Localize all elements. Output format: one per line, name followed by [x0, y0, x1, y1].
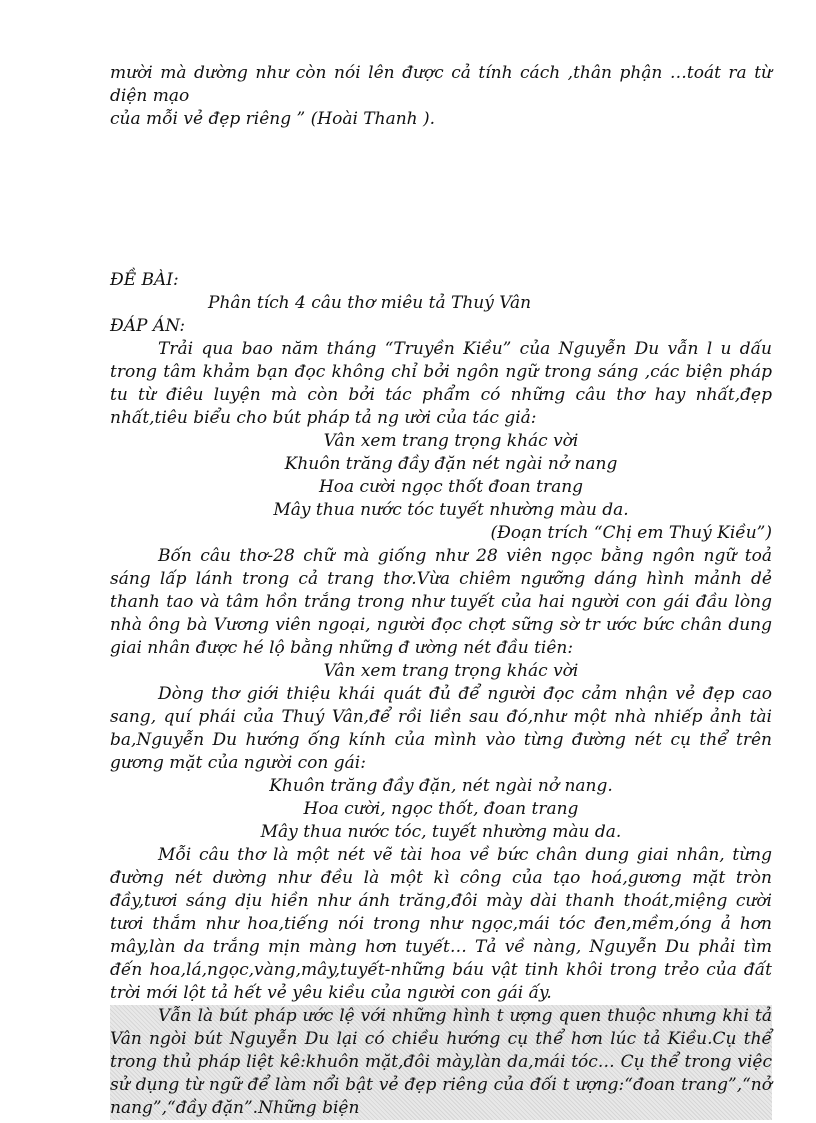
poem-line-1: Vân xem trang trọng khác vời [323, 431, 579, 451]
poem-line-2: Khuôn trăng đầy đặn nét ngài nở nang [284, 454, 618, 474]
poem-line-3: Hoa cười ngọc thốt đoan trang [318, 477, 584, 497]
document-page [110, 62, 772, 1120]
paragraph-3: Dòng thơ giới thiệu khái quát đủ để người đọc cảm nhận vẻ đẹp cao sang, quí phái của Thuý Vân,để rồi liền sau đó,như một nhà nhiếp ảnh tài ba,Nguyễn Du hướng ống kính của mình vào từng đường nét cụ thể trên gương mặt của người con gái: [110, 684, 772, 773]
intro-line-2: của mỗi vẻ đẹp riêng ” (Hoài Thanh ). [110, 109, 436, 129]
intro-line-1: mười mà dường như còn nói lên được cả tính cách ,thân phận …toát ra từ diện mạo [110, 63, 772, 106]
paragraph-2: Bốn câu thơ-28 chữ mà giống như 28 viên ngọc bằng ngôn ngữ toả sáng lấp lánh trong cả trang thơ.Vừa chiêm ngưỡng dáng hình mảnh dẻ thanh tao và tâm hồn trắng trong như tuyết của hai người con gái đầu lòng nhà ông bà Vương viên ngoại, người đọc chợt sững sờ tr ước bức chân dung giai nhân được hé lộ bằng những đ ường nét đầu tiên: [110, 546, 772, 658]
poem2-line-3: Mây thua nước tóc, tuyết nhường màu da. [260, 822, 622, 842]
paragraph-4: Mỗi câu thơ là một nét vẽ tài hoa về bức chân dung giai nhân, từng đường nét dường như đều là một kì công của tạo hoá,gương mặt tròn đầy,tươi sáng dịu hiền như ánh trăng,đôi mày dài thanh thoát,miệng cười tươi thắm như hoa,tiếng nói trong như ngọc,mái tóc đen,mềm,óng ả hơn mây,làn da trắng mịn màng hơn tuyết… Tả về nàng, Nguyễn Du phải tìm đến hoa,lá,ngọc,vàng,mây,tuyết-những báu vật tinh khôi trong trẻo của đất trời mới lột tả hết vẻ yêu kiều của người con gái ấy. [110, 845, 772, 1003]
poem-line-4: Mây thua nước tóc tuyết nhường màu da. [273, 500, 629, 520]
quote-line: Vân xem trang trọng khác vời [323, 661, 579, 681]
poem-citation: (Đoạn trích “Chị em Thuý Kiều”) [490, 523, 772, 543]
de-bai-label: ĐỀ BÀI: [110, 270, 179, 290]
paragraph-1: Trải qua bao năm tháng “Truyền Kiều” của Nguyễn Du vẫn l u dấu trong tâm khảm bạn đọc không chỉ bởi ngôn ngữ trong sáng ,các biện pháp tu từ điêu luyện mà còn bởi tác phẩm có những câu thơ hay nhất,đẹp nhất,tiêu biểu cho bút pháp tả ng ười của tác giả: [110, 339, 772, 428]
poem2-line-1: Khuôn trăng đầy đặn, nét ngài nở nang. [269, 776, 613, 796]
blank-space [110, 131, 772, 269]
dap-an-label: ĐÁP ÁN: [110, 316, 186, 336]
poem2-line-2: Hoa cười, ngọc thốt, đoan trang [303, 799, 579, 819]
de-bai-topic: Phân tích 4 câu thơ miêu tả Thuý Vân [208, 293, 532, 313]
paragraph-5-shaded: Vẫn là bút pháp ước lệ với những hình t ượng quen thuộc nhưng khi tả Vân ngòi bút Nguyễn Du lại có chiều hướng cụ thể hơn lúc tả Kiều.Cụ thể trong thủ pháp liệt kê:khuôn mặt,đôi mày,làn da,mái tóc… Cụ thể trong việc sử dụng từ ngữ để làm nổi bật vẻ đẹp riêng của đối t ượng:“đoan trang”,“nở nang”,“đầy đặn”.Những biện [110, 1006, 772, 1118]
